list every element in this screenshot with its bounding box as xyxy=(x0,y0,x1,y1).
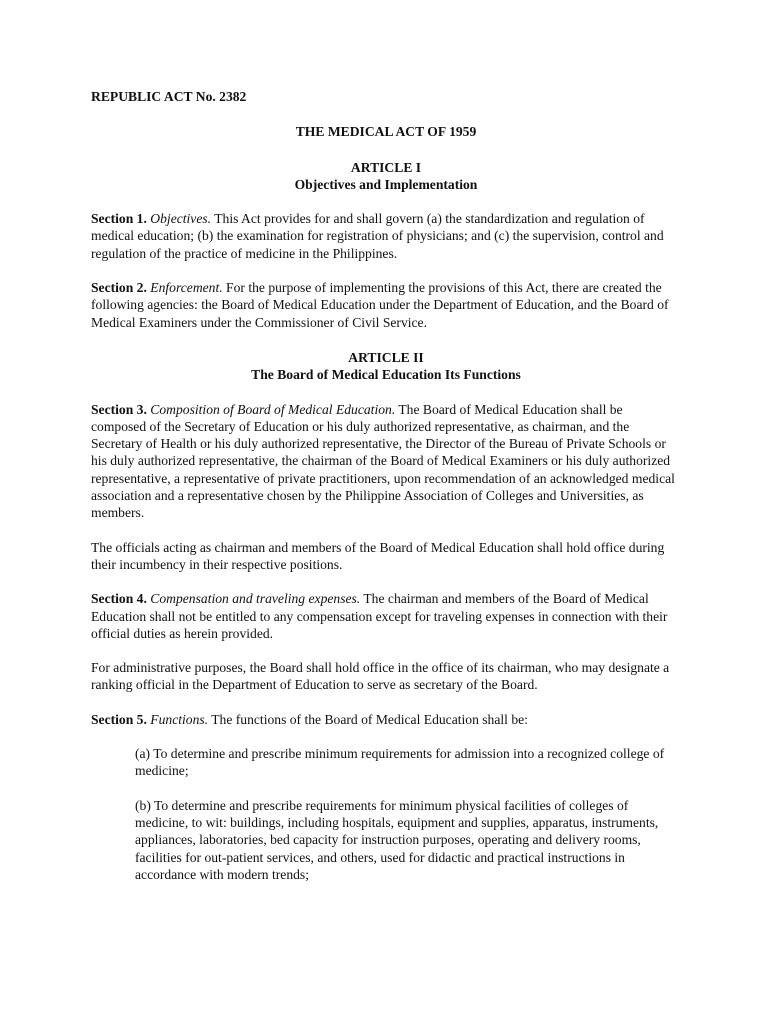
document-page xyxy=(91,88,681,883)
section-3-number: Section 3. xyxy=(91,401,147,417)
section-3-title: Composition of Board of Medical Education. xyxy=(150,401,396,417)
section-2-text: For the purpose of implementing the provisions of this Act, there are created the following agencies: the Board of Medical Education under the Department of Education, and the Board of Medical Examiners under the Commissioner of Civil Service. xyxy=(91,280,669,330)
section-4-paragraph xyxy=(91,590,681,642)
article-1-heading xyxy=(91,159,681,194)
section-3-paragraph xyxy=(91,401,681,522)
section-1-text: This Act provides for and shall govern (a) the standardization and regulation of medical education; (b) the examination for registration of physicians; and (c) the supervision, control and regulation of the practice of medicine in the Philippines. xyxy=(91,211,664,261)
section-1-title: Objectives. xyxy=(150,211,212,227)
article-2-subtitle: The Board of Medical Education Its Functions xyxy=(251,367,521,383)
section-5-paragraph xyxy=(91,711,681,728)
article-1-number: ARTICLE I xyxy=(350,159,422,175)
section-5-title: Functions. xyxy=(150,711,209,727)
section-5-item-a: (a) To determine and prescribe minimum requirements for admission into a recognized college of medicine; xyxy=(135,746,665,779)
section-1-paragraph xyxy=(91,210,681,262)
section-2-number: Section 2. xyxy=(91,280,147,296)
section-1-number: Section 1. xyxy=(91,211,147,227)
act-number-header: REPUBLIC ACT No. 2382 xyxy=(91,89,247,104)
section-5-text: The functions of the Board of Medical Education shall be: xyxy=(208,711,528,727)
section-2-title: Enforcement. xyxy=(150,280,223,296)
section-4-number: Section 4. xyxy=(91,591,147,607)
article-2-number: ARTICLE II xyxy=(348,349,424,365)
article-1-subtitle: Objectives and Implementation xyxy=(294,176,478,192)
section-3-text: The Board of Medical Education shall be composed of the Secretary of Education or his duly authorized representative, as chairman, and the Secretary of Health or his duly authorized representative, the Director of the Bureau of Private Schools or his duly authorized representative, the chairman of the Board of Medical Examiners or his duly authorized representative, a representative of private practitioners, upon recommendation of an acknowledged medical association and a representative chosen by the Philippine Association of Colleges and Universities, as members. xyxy=(91,401,675,521)
section-2-paragraph xyxy=(91,279,681,331)
act-title: THE MEDICAL ACT OF 1959 xyxy=(295,124,477,140)
section-4-second-paragraph: For administrative purposes, the Board shall hold office in the office of its chairman, who may designate a ranking official in the Department of Education to serve as secretary of the Board. xyxy=(91,660,670,693)
section-4-title: Compensation and traveling expenses. xyxy=(150,591,361,607)
article-2-heading xyxy=(91,349,681,384)
section-5-number: Section 5. xyxy=(91,711,147,727)
section-4-text: The chairman and members of the Board of Medical Education shall not be entitled to any compensation except for traveling expenses in connection with their official duties as herein provided. xyxy=(91,591,668,641)
section-3-second-paragraph: The officials acting as chairman and members of the Board of Medical Education shall hold office during their incumbency in their respective positions. xyxy=(91,539,665,572)
section-5-item-b: (b) To determine and prescribe requirements for minimum physical facilities of colleges of medicine, to wit: buildings, including hospitals, equipment and supplies, apparatus, instruments, appliances, laboratories, bed capacity for instruction purposes, operating and delivery rooms, facilities for out-patient services, and others, used for didactic and practical instructions in accordance with modern trends; xyxy=(135,797,659,882)
